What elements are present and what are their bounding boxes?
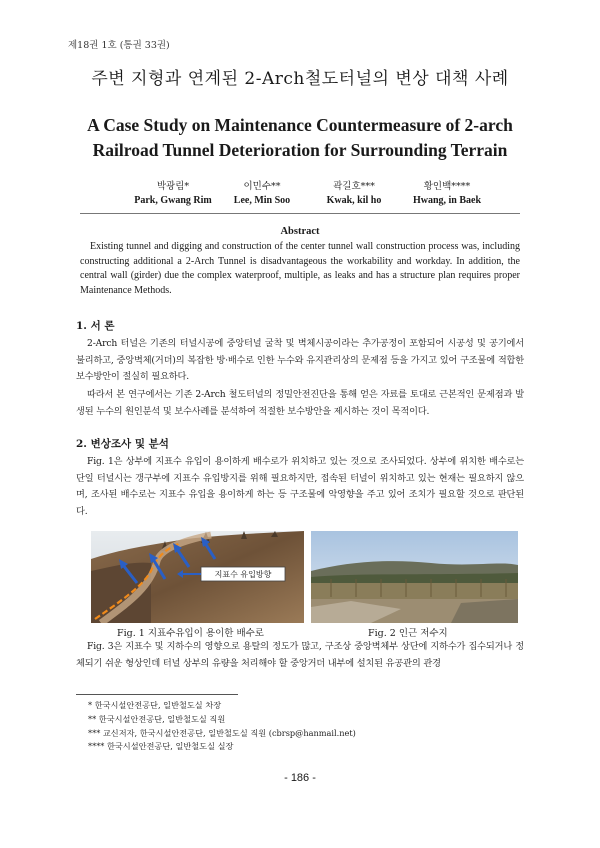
page-number: - 186 - xyxy=(284,772,316,784)
section-1-heading: 1. 서 론 xyxy=(76,320,115,332)
footnote-divider xyxy=(76,694,238,695)
abstract-body: Existing tunnel and digging and construction of the center tunnel wall construction process was, including constructing additional a 2-Arch Tunnel is disadvantageous the workability and workday. In addition, the central wall (girder) due the complex waterproof, multiple, as leaks and has a structure plan requires proper Maintenance Methods. xyxy=(80,241,520,296)
section-2-paragraph-1: Fig. 1은 상부에 지표수 유입이 용이하게 배수로가 위치하고 있는 것으로 조사되었다. 상부에 위치한 배수로는 단일 터널시는 갱구부에 지표수 유입방지를 위해 필요하지만, 접속된 터널이 위치하고 있는 현재는 필요하지 않으며, 조사된 배수로는 지표수 유입을 용이하게 하는 등 구조물에 악영향을 주고 있어 조치가 필요할 것으로 판단된다. xyxy=(76,456,524,517)
section-2-paragraph-2: Fig. 3은 지표수 및 지하수의 영향으로 용탈의 정도가 많고, 구조상 중앙벽체부 상단에 지하수가 집수되거나 정체되기 쉬운 형상인데 터널 상부의 유량을 처리해야 할 중앙거더 내부에 설치된 유공관의 관경 xyxy=(76,641,524,669)
journal-header: 제18권 1호 (통권 33권) xyxy=(68,40,170,51)
footnote-1: * 한국시설안전공단, 일반철도실 차장 xyxy=(88,700,222,710)
title-korean: 주변 지형과 연계된 2-Arch철도터널의 변상 대책 사례 xyxy=(91,69,509,89)
figure-1-drainage-photo xyxy=(91,531,304,623)
section-1-paragraph-1: 2-Arch 터널은 기존의 터널시공에 중앙터널 굴착 및 벽체시공이라는 추가공정이 포함되어 시공성 및 공기에서 불리하고, 중앙벽체(거더)의 복잡한 방·배수로 인한 누수와 유지관리상의 문제점 등을 가지고 있어 구조물에 적합한 보수방안이 절실히 필요하다. xyxy=(76,338,524,383)
title-english xyxy=(60,113,540,163)
footnote-2: ** 한국시설안전공단, 일반철도실 직원 xyxy=(88,713,226,724)
author-3-ko: 곽길호*** xyxy=(333,181,375,192)
footnotes xyxy=(88,699,356,754)
figure-1-label: 지표수 유입방향 xyxy=(214,570,272,579)
title-english-line-1: A Case Study on Maintenance Countermeasure of 2-arch xyxy=(87,115,513,135)
section-2-heading: 2. 변상조사 및 분석 xyxy=(76,438,169,450)
abstract-heading: Abstract xyxy=(280,226,320,237)
section-1-paragraph-2: 따라서 본 연구에서는 기존 2-Arch 철도터널의 정밀안전진단을 통해 얻은 자료를 토대로 근본적인 문제점과 발생된 누수의 원인분석 및 보수사례를 분석하여 적절한 보수방안을 제시하는 것이 목적이다. xyxy=(76,389,524,417)
author-3-en: Kwak, kil ho xyxy=(326,195,382,206)
author-1-ko: 박광림* xyxy=(156,181,190,192)
figure-2-reservoir-photo xyxy=(311,531,518,623)
author-1-en: Park, Gwang Rim xyxy=(134,195,212,206)
footnote-3: *** 교신저자, 한국시설안전공단, 일반철도실 직원 (cbrsp@hanmail.net) xyxy=(88,727,356,738)
title-english-line-2: Railroad Tunnel Deterioration for Surrounding Terrain xyxy=(92,140,508,160)
author-4 xyxy=(387,178,507,206)
author-4-en: Hwang, in Baek xyxy=(412,195,482,206)
header-divider xyxy=(80,213,520,214)
footnote-4: **** 한국시설안전공단, 일반철도실 실장 xyxy=(88,741,234,752)
author-2-en: Lee, Min Soo xyxy=(233,195,291,206)
author-2-ko: 이민수** xyxy=(243,181,281,192)
figure-2-caption: Fig. 2 인근 저수지 xyxy=(368,628,448,639)
figure-1-caption: Fig. 1 지표수유입이 용이한 배수로 xyxy=(117,628,264,639)
author-4-ko: 황인백**** xyxy=(423,181,471,192)
